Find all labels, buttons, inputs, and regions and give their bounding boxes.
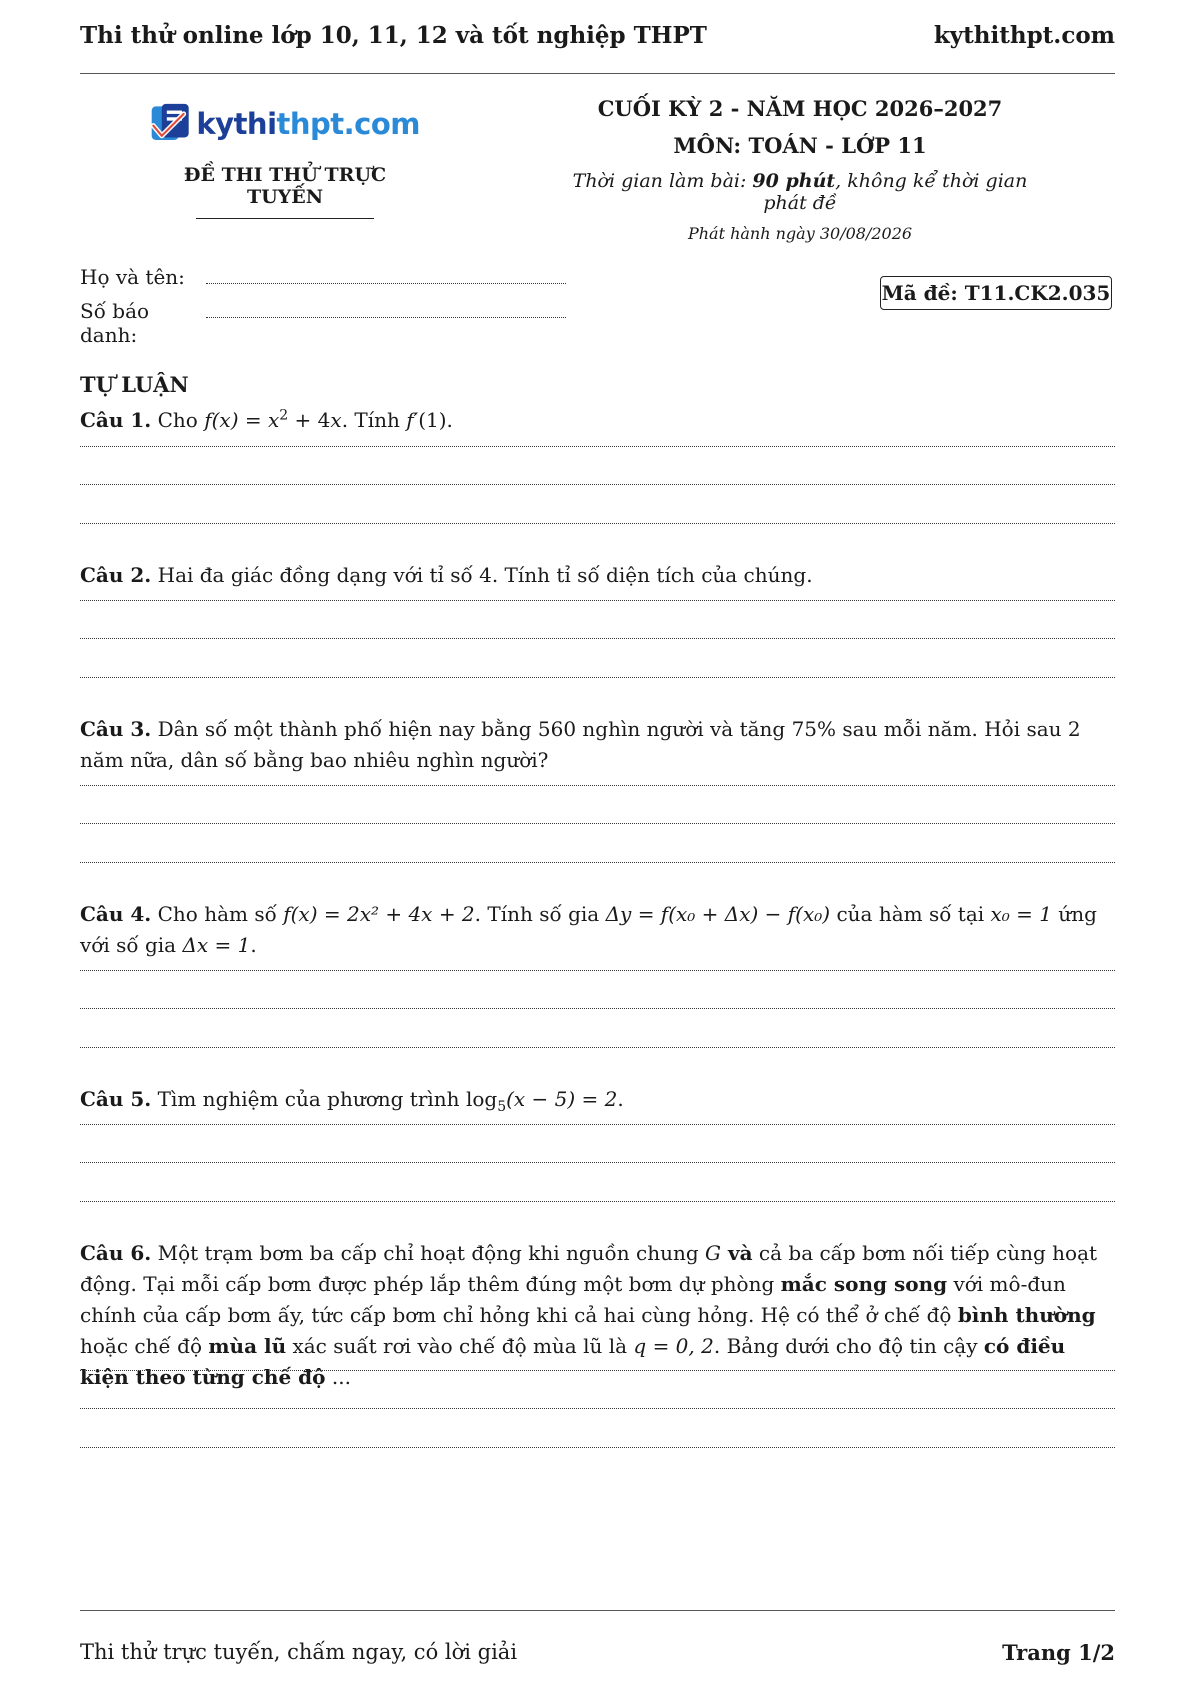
exam-info <box>560 96 1040 243</box>
math-expr: q = 0, 2 <box>633 1334 714 1358</box>
student-id-row <box>80 299 566 347</box>
logo-text-dark: kythi <box>196 107 277 141</box>
question-text: Cho <box>151 408 205 432</box>
answer-line[interactable] <box>80 862 1115 863</box>
question-text: Tìm nghiệm của phương trình <box>151 1087 466 1111</box>
question-text: . Tính <box>341 408 407 432</box>
answer-line[interactable] <box>80 638 1115 639</box>
footer-rule <box>80 1610 1115 1611</box>
question-emphasis: và <box>721 1241 753 1265</box>
answer-line[interactable] <box>80 970 1115 971</box>
question-text: hoặc chế độ <box>80 1334 209 1358</box>
exam-time-suffix: , không kể thời gian phát đề <box>763 170 1028 214</box>
exam-subject: MÔN: TOÁN - LỚP 11 <box>673 133 927 158</box>
question-number: Câu 5. <box>80 1087 152 1111</box>
answer-line[interactable] <box>80 446 1115 447</box>
section-title: TỰ LUẬN <box>80 372 189 397</box>
logo-text-light: thpt.com <box>276 107 420 141</box>
exam-code-box: Mã đề: T11.CK2.035 <box>880 276 1112 310</box>
page-number: Trang 1/2 <box>1002 1640 1115 1665</box>
question-text: cả ba cấp bơm nối tiếp cùng hoạt động. Tại mỗi cấp bơm được phép lắp thêm đúng một bơm dự phòng <box>80 1241 1098 1296</box>
math-expr: G <box>705 1241 721 1265</box>
page-header <box>80 22 1115 49</box>
logo-icon <box>150 100 190 148</box>
math-expr: x <box>330 408 342 432</box>
math-expr: f′ <box>406 408 419 432</box>
student-name-label: Họ và tên: <box>80 265 185 289</box>
question-text: ứng với số gia <box>80 902 1097 957</box>
question-emphasis: bình thường <box>957 1303 1096 1327</box>
math-expr: f(x) <box>204 408 239 432</box>
question-2 <box>80 560 1120 591</box>
math-expr: Δy = f(x₀ + Δx) − f(x₀) <box>605 902 831 926</box>
question-1 <box>80 405 1120 436</box>
header-site: kythithpt.com <box>933 22 1115 49</box>
question-5 <box>80 1084 1120 1115</box>
answer-line[interactable] <box>80 677 1115 678</box>
exam-time <box>560 170 1040 214</box>
question-number: Câu 1. <box>80 408 152 432</box>
math-exponent: 2 <box>279 407 289 424</box>
question-text: với mô-đun chính của cấp bơm ấy, tức cấp bơm chỉ hỏng khi cả hai cùng hỏng. Hệ có thể ở chế độ <box>80 1272 1066 1327</box>
question-text: . Tính số gia <box>474 902 606 926</box>
header-title: Thi thử online lớp 10, 11, 12 và tốt nghiệp THPT <box>80 22 707 49</box>
student-id-field[interactable] <box>206 303 566 318</box>
answer-line[interactable] <box>80 1447 1115 1448</box>
exam-time-prefix: Thời gian làm bài: <box>572 170 753 192</box>
logo-wordmark <box>196 107 420 141</box>
question-emphasis: có điều kiện theo từng chế độ <box>80 1334 1066 1389</box>
question-4 <box>80 899 1120 961</box>
answer-line[interactable] <box>80 484 1115 485</box>
student-name-field[interactable] <box>206 269 566 284</box>
exam-time-value: 90 phút <box>752 170 836 192</box>
question-text: (1). <box>418 408 453 432</box>
answer-line[interactable] <box>80 1370 1115 1371</box>
question-text: Hai đa giác đồng dạng với tỉ số 4. Tính tỉ số diện tích của chúng. <box>151 563 813 587</box>
question-text: + 4 <box>288 408 331 432</box>
question-emphasis: mắc song song <box>780 1272 948 1296</box>
question-number: Câu 3. <box>80 717 152 741</box>
question-emphasis: mùa lũ <box>208 1334 287 1358</box>
math-expr: x <box>268 408 280 432</box>
answer-line[interactable] <box>80 523 1115 524</box>
question-text: Dân số một thành phố hiện nay bằng 560 nghìn người và tăng 75% sau mỗi năm. Hỏi sau 2 năm nữa, dân số bằng bao nhiêu nghìn người? <box>80 717 1081 772</box>
math-expr: x₀ = 1 <box>990 902 1053 926</box>
answer-line[interactable] <box>80 1124 1115 1125</box>
question-text: ... <box>325 1365 351 1389</box>
question-number: Câu 6. <box>80 1241 152 1265</box>
question-text: . <box>617 1087 624 1111</box>
math-expr: log <box>465 1087 498 1111</box>
question-number: Câu 4. <box>80 902 152 926</box>
exam-term: CUỐI KỲ 2 - NĂM HỌC 2026–2027 <box>597 96 1003 121</box>
question-text: của hàm số tại <box>830 902 991 926</box>
answer-line[interactable] <box>80 600 1115 601</box>
answer-line[interactable] <box>80 785 1115 786</box>
question-3 <box>80 714 1120 776</box>
answer-line[interactable] <box>80 1162 1115 1163</box>
student-id-label: Số báo danh: <box>80 299 150 347</box>
question-text: = <box>238 408 268 432</box>
answer-line[interactable] <box>80 1047 1115 1048</box>
answer-line[interactable] <box>80 1201 1115 1202</box>
exam-release-date: Phát hành ngày 30/08/2026 <box>687 224 913 243</box>
site-logo <box>150 100 420 148</box>
page-footer <box>80 1640 1115 1665</box>
student-name-row <box>80 265 566 299</box>
header-rule <box>80 73 1115 74</box>
math-expr: f(x) = 2x² + 4x + 2 <box>283 902 475 926</box>
math-expr: Δx = 1 <box>182 933 251 957</box>
answer-line[interactable] <box>80 1008 1115 1009</box>
math-subscript: 5 <box>497 1099 507 1115</box>
question-text: xác suất rơi vào chế độ mùa lũ là <box>286 1334 634 1358</box>
question-number: Câu 2. <box>80 563 152 587</box>
question-text: Cho hàm số <box>151 902 284 926</box>
answer-line[interactable] <box>80 1408 1115 1409</box>
exam-label-underline <box>196 218 374 219</box>
question-text: . <box>250 933 257 957</box>
logo-block <box>150 100 420 219</box>
math-expr: (x − 5) = 2 <box>506 1087 618 1111</box>
answer-line[interactable] <box>80 823 1115 824</box>
student-info <box>80 265 566 347</box>
question-text: Một trạm bơm ba cấp chỉ hoạt động khi nguồn chung <box>151 1241 706 1265</box>
exam-label: ĐỀ THI THỬ TRỰC TUYẾN <box>183 164 387 208</box>
footer-tagline: Thi thử trực tuyến, chấm ngay, có lời giải <box>80 1640 518 1664</box>
question-text: . Bảng dưới cho độ tin cậy <box>713 1334 984 1358</box>
